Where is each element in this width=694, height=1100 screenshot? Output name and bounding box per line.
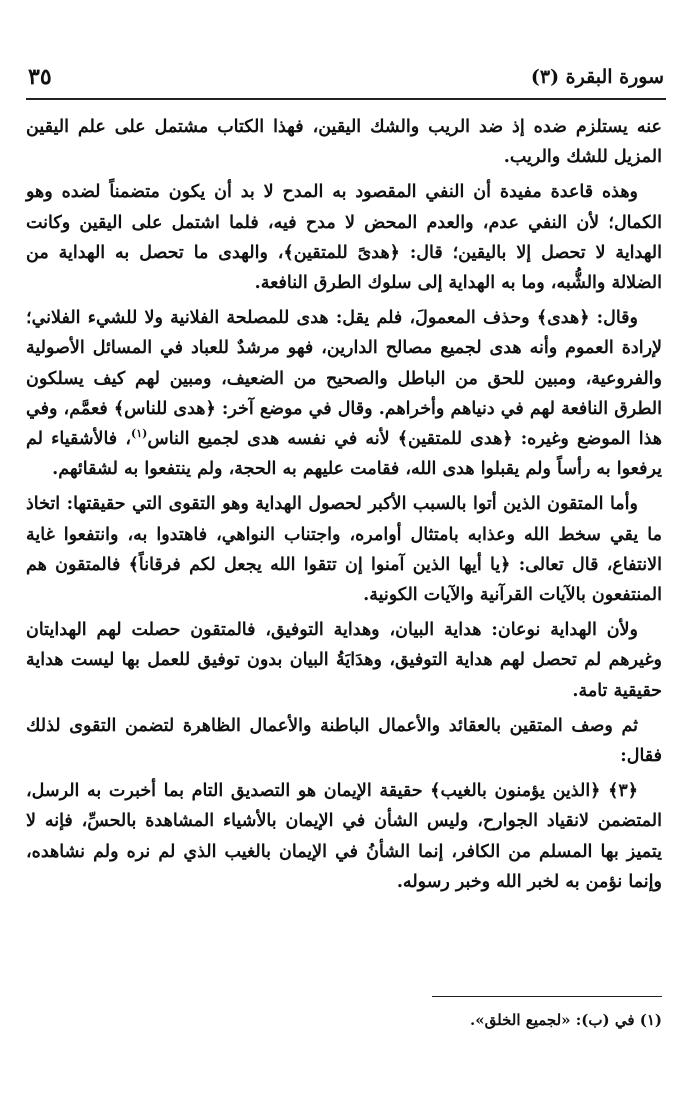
footnote-marker: (١) [130,427,148,441]
paragraph-6-text: ثم وصف المتقين بالعقائد والأعمال الباطنة والأعمال الظاهرة لتضمن التقوى لذلك فقال: [26,715,662,767]
footnote: (١) في (ب): «لجميع الخلق». [470,1011,662,1029]
paragraph-1 [26,112,662,172]
page-number: ٣٥ [28,64,52,90]
running-title: سورة البقرة (٣) [530,66,664,88]
paragraph-5-text: ولأن الهداية نوعان: هداية البيان، وهداية التوفيق، فالمتقون حصلت لهم الهدايتان وغيرهم لم تحصل لهم هداية التوفيق، وهدَايَةُ البيان بدون توفيق للعمل بها ليست هداية حقيقية تامة. [26,620,662,701]
paragraph-5 [26,615,662,706]
paragraph-2-text: وهذه قاعدة مفيدة أن النفي المقصود به المدح لا بد أن يكون متضمناً لضده وهو الكمال؛ لأن النفي عدم، والعدم المحض لا مدح فيه، فلما اشتمل على اليقين وكانت الهداية لا تحصل إلا باليقين؛ قال: ﴿هدىً للمتقين﴾، والهدى ما تحصل به الهداية من الضلالة والشُّبه، وما به الهداية إلى سلوك الطرق النافعة. [26,182,662,294]
paragraph-1-text: عنه يستلزم ضده إذ ضد الريب والشك اليقين، فهذا الكتاب مشتمل على علم اليقين المزيل للشك والريب. [26,117,662,168]
paragraph-4 [26,489,662,610]
paragraph-7-text: ﴿٣﴾ ﴿الذين يؤمنون بالغيب﴾ حقيقة الإيمان هو التصديق التام بما أخبرت به الرسل، المتضمن لانقياد الجوارح، وليس الشأن في الإيمان بالأشياء المشاهدة بالحسِّ، فإنه لا يتميز بها المسلم من الكافر، إنما الشأنُ في الإيمان بالغيب الذي لم نره ولم نشاهده، وإنما نؤمن به لخبر الله وخبر رسوله. [26,781,662,892]
paragraph-3-text-after: ، فالأشقياء لم يرفعوا به رأساً ولم يقبلوا هدى الله، فقامت عليهم به الحجة، ولم ينتفعوا به لشقائهم. [26,429,662,480]
footnote-rule [432,996,662,997]
page-header [28,60,664,94]
paragraph-3 [26,303,662,484]
header-rule [26,98,666,100]
paragraph-7 [26,776,662,897]
paragraph-4-text: وأما المتقون الذين أتوا بالسبب الأكبر لحصول الهداية وهو التقوى التي حقيقتها: اتخاذ ما يقي سخط الله وعذابه بامتثال أوامره، واجتناب النواهي، فاهتدوا به، وانتفعوا غاية الانتفاع، قال تعالى: ﴿يا أيها الذين آمنوا إن تتقوا الله يجعل لكم فرقاناً﴾ فالمتقون هم المنتفعون بالآيات القرآنية والآيات الكونية. [26,494,662,606]
paragraph-2 [26,177,662,298]
page-body [26,112,662,902]
paragraph-6 [26,711,662,771]
paragraph-3-text-before: وقال: ﴿هدى﴾ وحذف المعمولَ، فلم يقل: هدى للمصلحة الفلانية ولا للشيء الفلاني؛ لإرادة العموم وأنه هدى لجميع مصالح الدارين، فهو مرشدٌ للعباد في المسائل الأصولية والفروعية، ومبين للحق من الباطل والصحيح من الضعيف، ومبين لهم كيف يسلكون الطرق النافعة لهم في دنياهم وأخراهم. وقال في موضع آخر: ﴿هدى للناس﴾ فعمَّم، وفي هذا الموضع وغيره: ﴿هدى للمتقين﴾ لأنه في نفسه هدى لجميع الناس [26,308,662,450]
